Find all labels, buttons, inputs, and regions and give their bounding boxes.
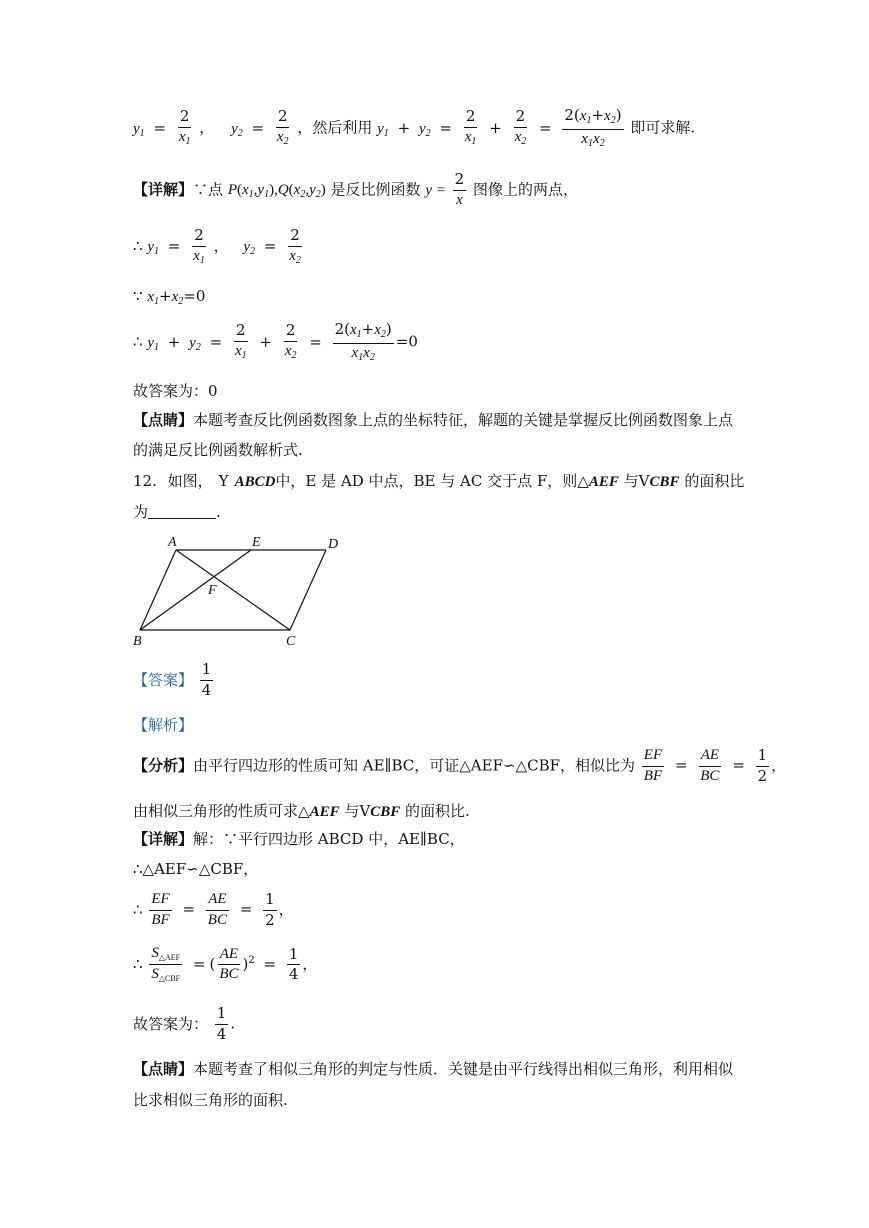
detail-label: 【详解】 bbox=[133, 180, 194, 199]
var-y1: $y_1$ bbox=[133, 120, 145, 139]
answer-12-line: 【答案】 $\frac{1}{4}$ bbox=[133, 660, 212, 699]
parallelogram-diagram bbox=[130, 532, 350, 652]
fenxi-line-a: 【分析】由平行四边形的性质可知 AE∥BC，可证△AEF∽△CBF，相似比为 $\frac{EF}{BF}$ = $\frac{AE}{BC}$ = $\frac{1}{2}$ ， bbox=[133, 746, 787, 785]
segment-ac bbox=[176, 550, 290, 630]
answer-line-2: 故答案为： $\frac{1}{4}$ . bbox=[133, 1004, 236, 1043]
question-12-line-a: 12. 如图， Y ABCD中，E 是 AD 中点，BE 与 AC 交于点 F，则△AEF 与VCBF 的面积比 bbox=[133, 472, 745, 490]
because-line-2: ∵ $x_1+x_2=0$ bbox=[133, 287, 206, 307]
comment-line-1a: 【点睛】本题考查反比例函数图象上点的坐标特征，解题的关键是掌握反比例函数图象上点 bbox=[133, 411, 734, 429]
comment-line-2a: 【点睛】本题考查了相似三角形的判定与性质．关键是由平行线得出相似三角形，利用相似 bbox=[133, 1060, 734, 1078]
fraction-sum: $\frac{2(x_1+x_2)}{x_1x_2}$ bbox=[564, 106, 622, 149]
therefore-line-2: ∴ $y_1 + y_2$ = $\frac{2}{x_1}$ + $\frac{2}{x_2}$ = $\frac{2(x_1+x_2)}{x_1x_2}$ =0 bbox=[133, 320, 418, 363]
label-b: B bbox=[133, 634, 142, 649]
answer-line-1: 故答案为：0 bbox=[133, 382, 218, 400]
fraction-2-over-x1: $\frac{2}{x_1}$ bbox=[178, 107, 191, 148]
text-then-use: ，然后利用 bbox=[297, 118, 373, 137]
area-ratio-line: ∴ $\frac{S_{\triangle AEF}}{S_{\triangle CBF}}$ = ( $\frac{AE}{BC}$ )$^2$ = $\frac{1}{4}$ ， bbox=[133, 944, 318, 984]
detail-12-line: 【详解】解：∵平行四边形 ABCD 中，AE∥BC， bbox=[133, 830, 465, 848]
label-e: E bbox=[252, 535, 261, 550]
comment-line-1b: 的满足反比例函数解析式. bbox=[133, 441, 303, 459]
fenxi-line-b: 由相似三角形的性质可求△AEF 与VCBF 的面积比. bbox=[133, 802, 470, 820]
similar-line: ∴△AEF∽△CBF， bbox=[133, 860, 259, 878]
segment-be bbox=[140, 550, 251, 630]
formula-line-1: $y_1$ = $\frac{2}{x_1}$ ， $y_2$ = $\frac{2}{x_2}$ ，然后利用 $y_1 + y_2$ = $\frac{2}{x_1}$ + $\frac{2}{x_2}$ = $\frac{2(x_1+x_2)}{x_1x_2}$ 即可求解. bbox=[133, 106, 696, 149]
analysis-label-line: 【解析】 bbox=[133, 716, 194, 734]
question-12-line-b: 为 . bbox=[133, 503, 221, 521]
label-a: A bbox=[168, 535, 177, 550]
therefore-line-1: ∴ $y_1$ = $\frac{2}{x_1}$ ， $y_2$ = $\frac{2}{x_2}$ bbox=[133, 226, 301, 266]
label-d: D bbox=[328, 537, 339, 552]
answer-blank bbox=[148, 518, 216, 519]
segment-ab bbox=[140, 550, 176, 630]
answer-label: 【答案】 bbox=[133, 670, 194, 689]
comment-line-2b: 比求相似三角形的面积. bbox=[133, 1091, 288, 1109]
text-solve: 即可求解. bbox=[630, 118, 696, 137]
label-c: C bbox=[286, 634, 296, 649]
fraction-2-over-x2: $\frac{2}{x_2}$ bbox=[276, 107, 289, 148]
ratio-line: ∴ $\frac{EF}{BF}$ = $\frac{AE}{BC}$ = $\frac{1}{2}$ ， bbox=[133, 890, 294, 929]
segment-dc bbox=[290, 550, 326, 630]
detail-line-1: 【详解】∵点 $P(x_1,y_1),Q(x_2,y_2)$ 是反比例函数 y = $\frac{2}{x}$ 图像上的两点， bbox=[133, 170, 578, 208]
label-f: F bbox=[208, 583, 217, 598]
